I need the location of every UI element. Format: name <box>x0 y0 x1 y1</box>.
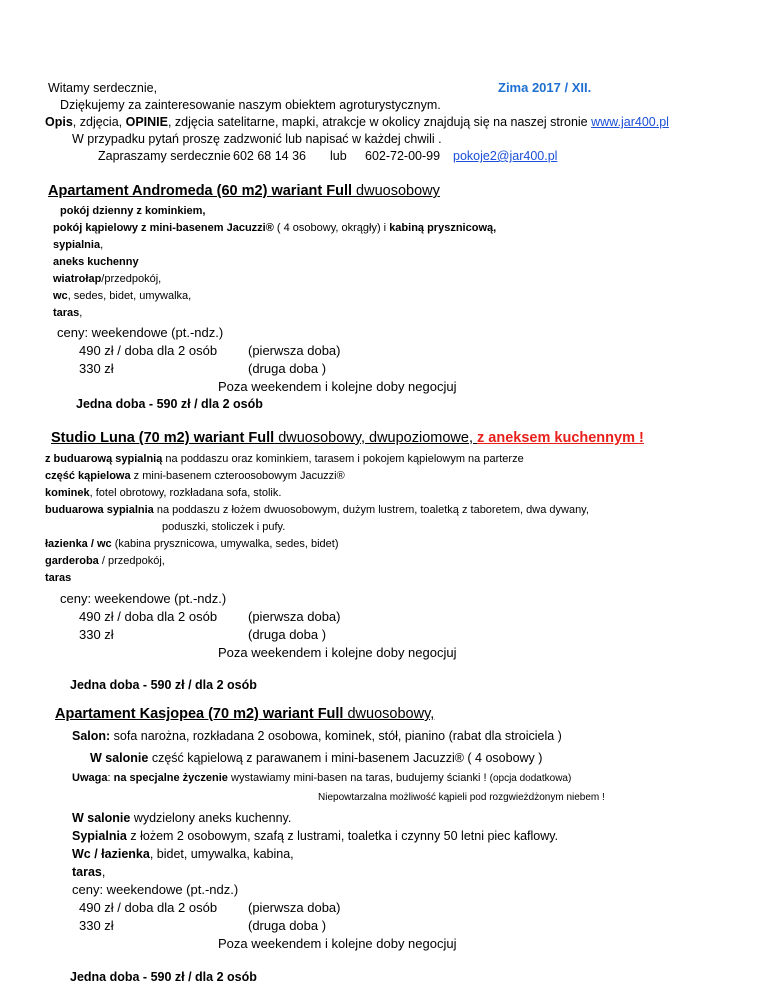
andromeda-price-1: 490 zł / doba dla 2 osób <box>79 343 218 358</box>
kasjopea-heading: Apartament Kasjopea (70 m2) wariant Full dwuosobowy, <box>55 706 435 722</box>
website-link[interactable]: www.jar400.pl <box>591 115 669 129</box>
kasjopea-negotiate: Poza weekendem i kolejne doby negocjuj <box>218 936 457 951</box>
andromeda-item-wc: wc, sedes, bidet, umywalka, <box>53 290 192 302</box>
luna-price-2-note: (druga doba ) <box>248 627 327 642</box>
luna-item-6: garderoba / przedpokój, <box>45 555 165 567</box>
kitchen-highlight: z aneksem kuchennym ! <box>477 430 644 446</box>
andromeda-one-day: Jedna doba - 590 zł / dla 2 osób <box>76 397 263 411</box>
andromeda-negotiate: Poza weekendem i kolejne doby negocjuj <box>218 379 457 394</box>
opinie-label: OPINIE <box>125 115 168 129</box>
kasjopea-price-1-note: (pierwsza doba) <box>248 900 341 915</box>
or-text: lub <box>330 149 347 163</box>
luna-prices-label: ceny: weekendowe (pt.-ndz.) <box>60 591 227 606</box>
andromeda-heading: Apartament Andromeda (60 m2) wariant Full dwuosobowy <box>48 183 440 199</box>
andromeda-item-bath: pokój kąpielowy z mini-basenem Jacuzzi® ( 4 osobowy, okrągły) i kabiną prysznicową, <box>53 222 497 234</box>
andromeda-item-hall: wiatrołap/przedpokój, <box>53 273 162 285</box>
season-label: Zima 2017 / XII. <box>498 80 592 95</box>
luna-item-3: kominek, fotel obrotowy, rozkładana sofa, stolik. <box>45 487 282 499</box>
andromeda-item-bedroom: sypialnia, <box>53 239 104 251</box>
luna-price-2: 330 zł <box>79 627 114 642</box>
luna-item-4-cont: poduszki, stoliczek i pufy. <box>162 521 286 533</box>
luna-item-5: łazienka / wc (kabina prysznicowa, umywalka, sedes, bidet) <box>45 538 339 550</box>
kasjopea-item-bedroom: Sypialnia z łożem 2 osobowym, szafą z lustrami, toaletka i czynny 50 letni piec kaflowy. <box>72 829 559 843</box>
kasjopea-item-bath: W salonie część kąpielową z parawanem i mini-basenem Jacuzzi® ( 4 osobowy ) <box>90 751 543 765</box>
andromeda-prices-label: ceny: weekendowe (pt.-ndz.) <box>57 325 224 340</box>
contact-note: W przypadku pytań proszę zadzwonić lub napisać w każdej chwili . <box>72 132 442 146</box>
luna-item-1: z buduarową sypialnią na poddaszu oraz kominkiem, tarasem i pokojem kąpielowym na parterze <box>45 453 524 465</box>
description-line: Opis, zdjęcia, OPINIE, zdjęcia satelitarne, mapki, atrakcje w okolicy znajdują się na naszej stronie www.jar400.pl <box>45 115 669 129</box>
luna-negotiate: Poza weekendem i kolejne doby negocjuj <box>218 645 457 660</box>
phone-1: 602 68 14 36 <box>233 149 306 163</box>
luna-price-1-note: (pierwsza doba) <box>248 609 341 624</box>
invite-text: Zapraszamy serdecznie <box>98 149 231 163</box>
kasjopea-one-day: Jedna doba - 590 zł / dla 2 osób <box>70 970 257 984</box>
luna-item-2: część kąpielowa z mini-basenem czteroosobowym Jacuzzi® <box>45 470 345 482</box>
kasjopea-prices-label: ceny: weekendowe (pt.-ndz.) <box>72 882 239 897</box>
kasjopea-item-wc: Wc / łazienka, bidet, umywalka, kabina, <box>72 847 294 861</box>
luna-item-7: taras <box>45 572 72 584</box>
andromeda-item-terrace: taras, <box>53 307 83 319</box>
kasjopea-item-terrace: taras, <box>72 865 106 879</box>
luna-one-day: Jedna doba - 590 zł / dla 2 osób <box>70 678 257 692</box>
kasjopea-item-salon: Salon: sofa narożna, rozkładana 2 osobowa, kominek, stół, pianino (rabat dla stroiciela ) <box>72 729 562 743</box>
kasjopea-price-2-note: (druga doba ) <box>248 918 327 933</box>
andromeda-item-kitchen: aneks kuchenny <box>53 256 139 268</box>
greeting: Witamy serdecznie, <box>48 81 158 95</box>
andromeda-price-1-note: (pierwsza doba) <box>248 343 341 358</box>
kasjopea-note-cont: Niepowtarzalna możliwość kąpieli pod rozgwieżdżonym niebem ! <box>318 792 605 803</box>
andromeda-price-2-note: (druga doba ) <box>248 361 327 376</box>
andromeda-item-living: pokój dzienny z kominkiem, <box>60 205 206 217</box>
opis-label: Opis <box>45 115 73 129</box>
kasjopea-note: Uwaga: na specjalne życzenie wystawiamy mini-basen na taras, budujemy ścianki ! (opcja dodatkowa) <box>72 772 572 784</box>
andromeda-price-2: 330 zł <box>79 361 114 376</box>
luna-heading: Studio Luna (70 m2) wariant Full dwuosobowy, dwupoziomowe, z aneksem kuchennym ! <box>51 430 644 446</box>
email-link[interactable]: pokoje2@jar400.pl <box>453 149 558 163</box>
phone-2: 602-72-00-99 <box>365 149 441 163</box>
thanks-text: Dziękujemy za zainteresowanie naszym obiektem agroturystycznym. <box>60 98 441 112</box>
luna-item-4: buduarowa sypialnia na poddaszu z łożem dwuosobowym, dużym lustrem, toaletką z taboretem, dwa dywany, <box>45 504 589 516</box>
kasjopea-price-1: 490 zł / doba dla 2 osób <box>79 900 218 915</box>
kasjopea-item-kitchen: W salonie wydzielony aneks kuchenny. <box>72 811 292 825</box>
luna-price-1: 490 zł / doba dla 2 osób <box>79 609 218 624</box>
kasjopea-price-2: 330 zł <box>79 918 114 933</box>
